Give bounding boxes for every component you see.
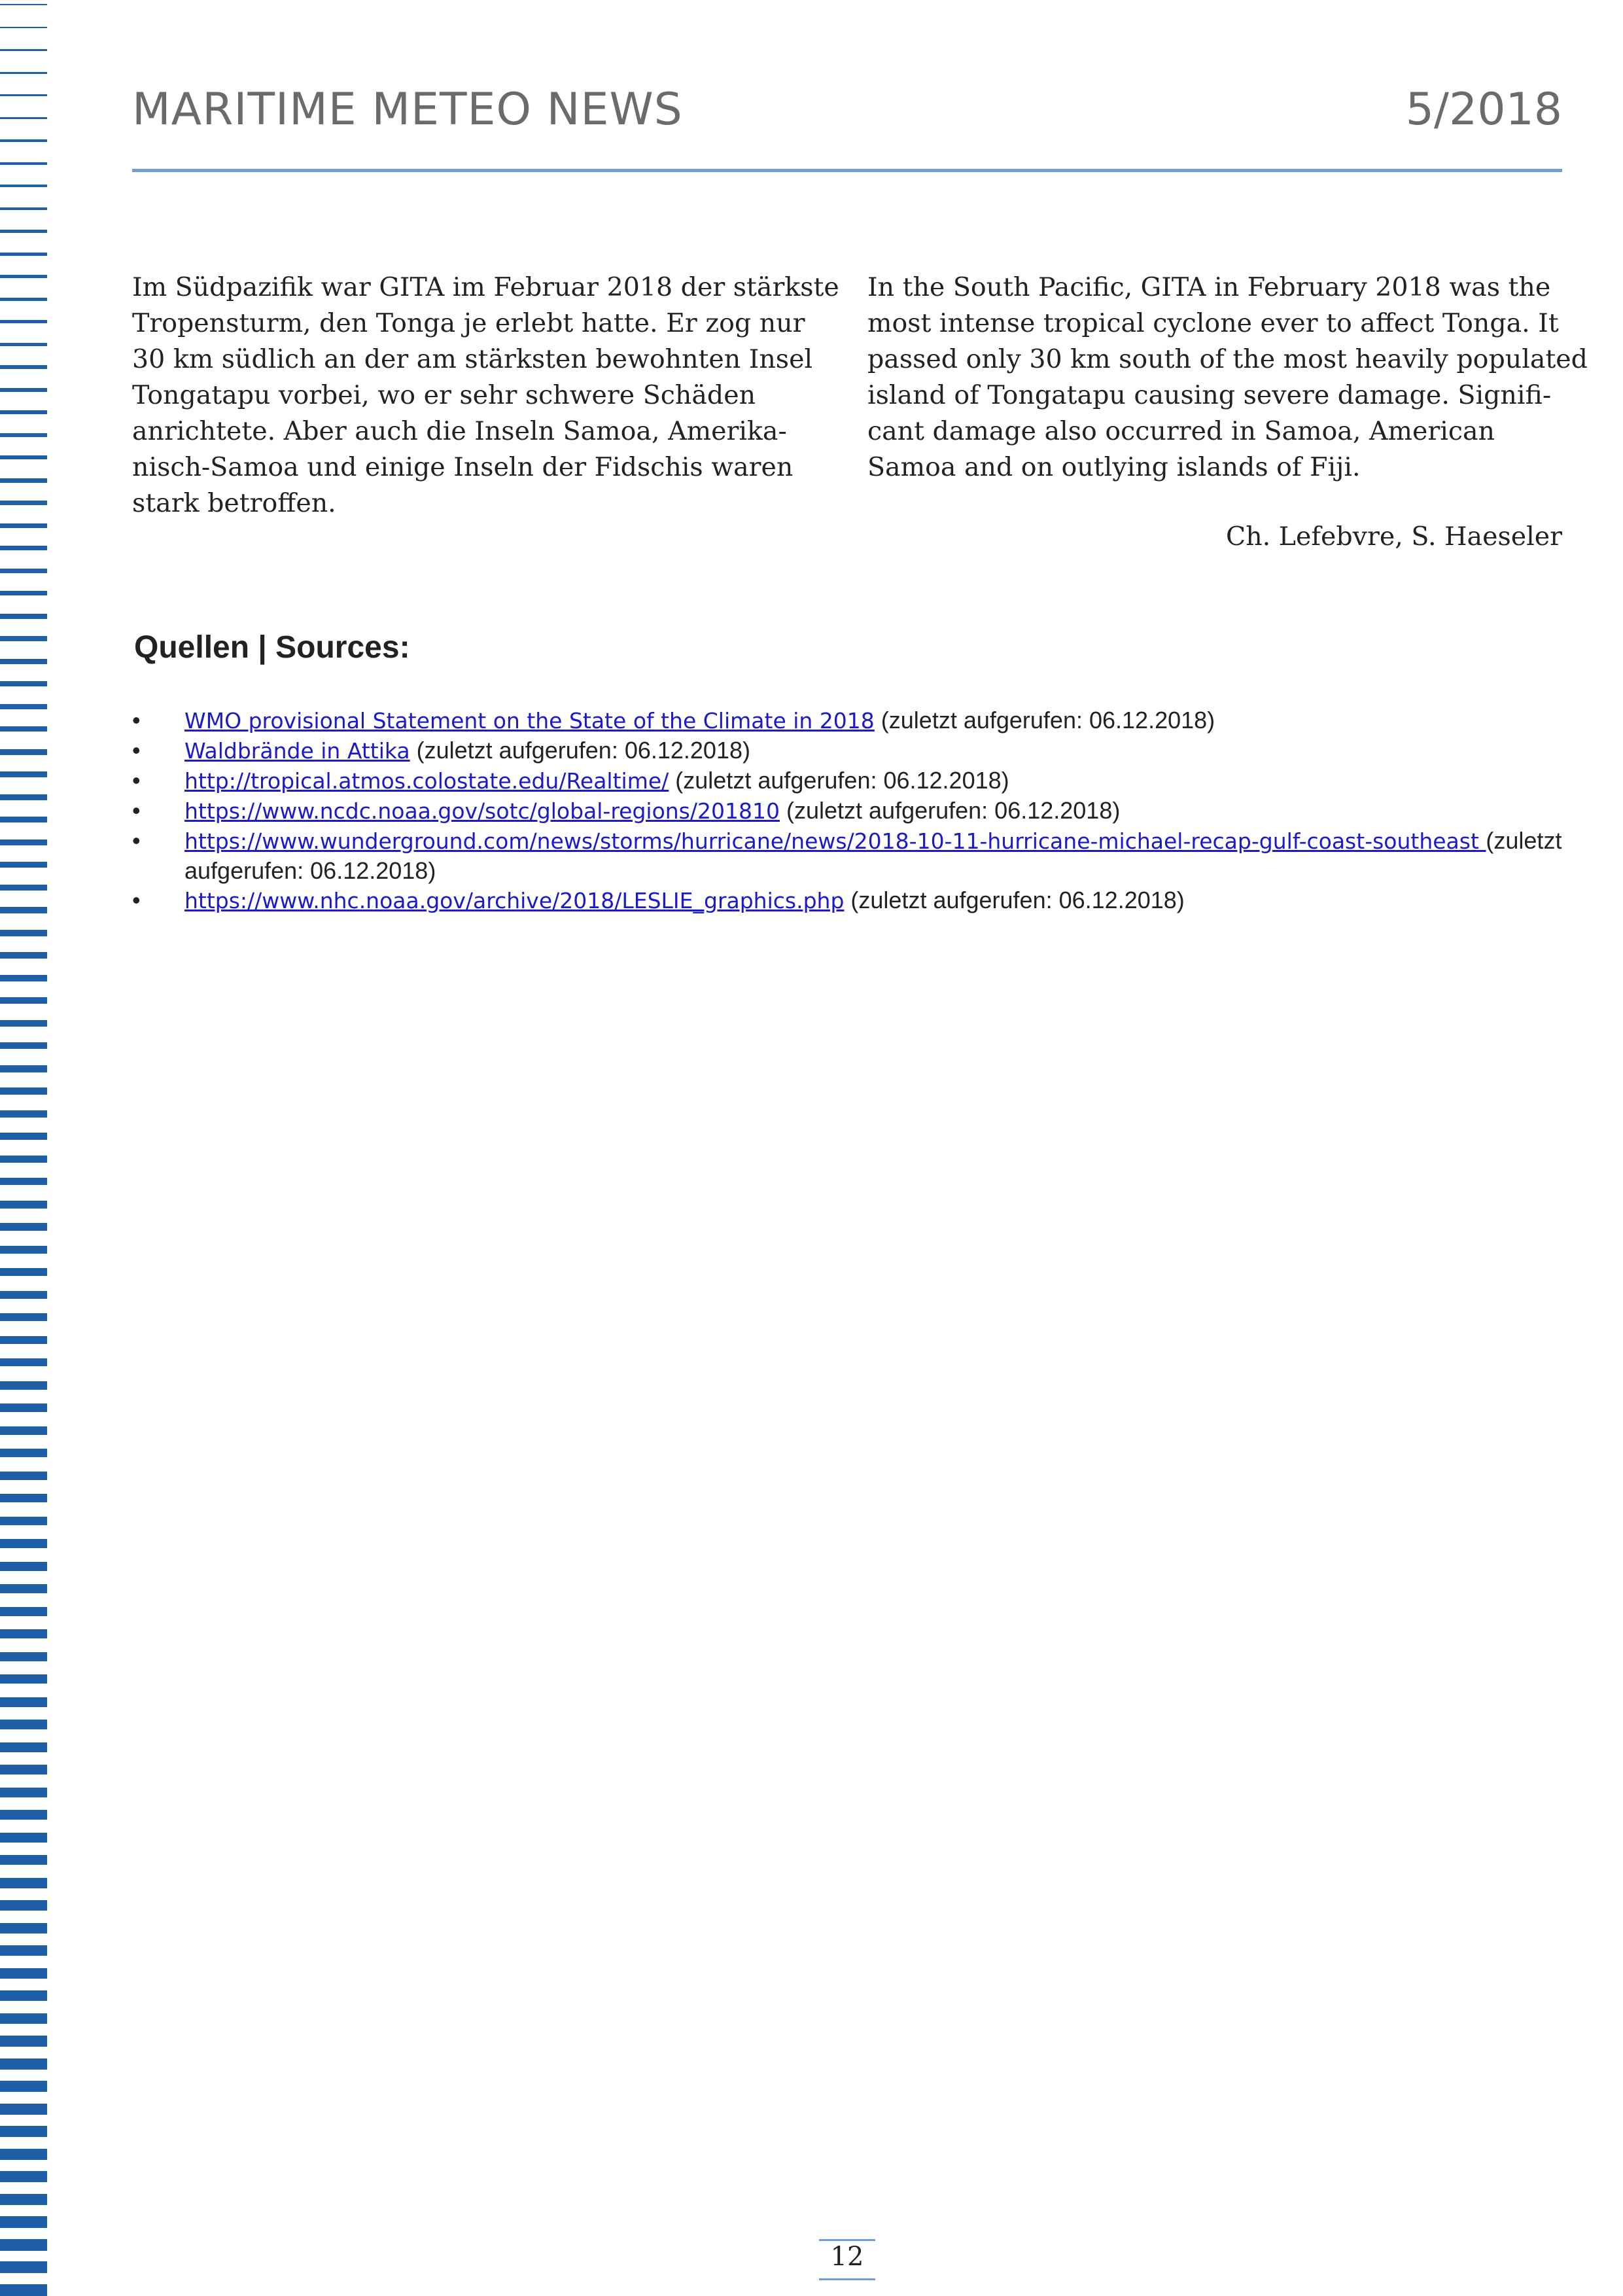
- side-stripe: [0, 1178, 47, 1185]
- side-stripe: [0, 862, 47, 868]
- side-stripe: [0, 2058, 47, 2070]
- side-stripe: [0, 1765, 47, 1775]
- side-stripe: [0, 410, 47, 414]
- side-stripe: [0, 117, 47, 119]
- side-stripe: [0, 2194, 47, 2205]
- source-link[interactable]: https://www.wunderground.com/news/storms/hurricane/news/2018-10-11-hurricane-michael-recap-gulf-coast-southeast: [184, 828, 1486, 854]
- side-stripe: [0, 72, 47, 74]
- side-stripe: [0, 388, 47, 392]
- source-link[interactable]: WMO provisional Statement on the State of the Climate in 2018: [184, 708, 875, 733]
- article-authors: Ch. Lefebvre, S. Haeseler: [1225, 521, 1562, 552]
- side-stripe: [0, 726, 47, 732]
- sources-heading: Quellen | Sources:: [134, 630, 410, 665]
- side-stripe: [0, 2261, 47, 2273]
- side-stripe: [0, 704, 47, 709]
- side-stripe: [0, 1517, 47, 1525]
- side-stripe: [0, 1562, 47, 1571]
- side-stripe: [0, 275, 47, 278]
- side-stripe: [0, 2149, 47, 2160]
- side-stripe: [0, 478, 47, 483]
- text-line: cant damage also occurred in Samoa, American: [867, 416, 1495, 446]
- text-line: Im Südpazifik war GITA im Februar 2018 der stärkste: [132, 272, 839, 302]
- bullet-icon: •: [132, 887, 141, 913]
- side-stripe: [0, 1087, 47, 1095]
- text-line: stark betroffen.: [132, 488, 336, 518]
- side-stripe: [0, 975, 47, 981]
- side-stripe: [0, 1381, 47, 1390]
- side-stripe: [0, 4, 47, 5]
- side-stripe: [0, 230, 47, 233]
- side-stripe: [0, 1945, 47, 1956]
- side-stripe: [0, 1674, 47, 1684]
- side-stripe: [0, 2126, 47, 2137]
- side-stripe: [0, 2171, 47, 2182]
- source-item: [132, 796, 1565, 826]
- side-stripe: [0, 1878, 47, 1888]
- side-stripe: [0, 253, 47, 256]
- side-stripe: [0, 1584, 47, 1593]
- side-stripe: [0, 1291, 47, 1299]
- side-stripe: [0, 1923, 47, 1934]
- side-stripe: [0, 298, 47, 301]
- source-access-note: (zuletzt aufgerufen: 06.12.2018): [786, 797, 1121, 824]
- side-stripe: [0, 1788, 47, 1797]
- source-link[interactable]: https://www.nhc.noaa.gov/archive/2018/LESLIE_graphics.php: [184, 888, 845, 913]
- decorative-side-stripes: [0, 0, 47, 2295]
- side-stripe: [0, 614, 47, 619]
- side-stripe: [0, 49, 47, 51]
- page-number: 12: [830, 2242, 864, 2272]
- side-stripe: [0, 546, 47, 550]
- side-stripe: [0, 1968, 47, 1979]
- source-access-note: (zuletzt aufgerufen: 06.12.2018): [184, 827, 1562, 884]
- text-line: anrichtete. Aber auch die Inseln Samoa, Amerika-: [132, 416, 787, 446]
- side-stripe: [0, 1404, 47, 1412]
- source-item: [132, 705, 1565, 735]
- bullet-icon: •: [132, 767, 141, 794]
- side-stripe: [0, 2013, 47, 2024]
- side-stripe: [0, 1629, 47, 1638]
- bullet-icon: •: [132, 737, 141, 764]
- german-text-column: [132, 270, 839, 521]
- publication-title: MARITIME METEO NEWS: [132, 84, 683, 135]
- source-item: [132, 885, 1565, 915]
- side-stripe: [0, 569, 47, 573]
- issue-number: 5/2018: [1405, 84, 1562, 135]
- source-item: [132, 766, 1565, 796]
- side-stripe: [0, 207, 47, 210]
- side-stripe: [0, 2239, 47, 2251]
- side-stripe: [0, 1833, 47, 1843]
- side-stripe: [0, 771, 47, 777]
- bullet-icon: •: [132, 707, 141, 733]
- text-line: Tongatapu vorbei, wo er sehr schwere Schäden: [132, 380, 756, 410]
- side-stripe: [0, 1426, 47, 1435]
- source-access-note: (zuletzt aufgerufen: 06.12.2018): [850, 887, 1185, 913]
- side-stripe: [0, 2104, 47, 2115]
- side-stripe: [0, 1110, 47, 1118]
- header-divider: [132, 169, 1562, 172]
- side-stripe: [0, 817, 47, 822]
- side-stripe: [0, 2081, 47, 2092]
- side-stripe: [0, 185, 47, 187]
- side-stripe: [0, 952, 47, 959]
- side-stripe: [0, 1268, 47, 1276]
- side-stripe: [0, 1697, 47, 1707]
- side-stripe: [0, 94, 47, 96]
- source-item: [132, 735, 1565, 766]
- page-number-bottom-rule: [819, 2278, 875, 2280]
- side-stripe: [0, 2036, 47, 2047]
- source-link[interactable]: http://tropical.atmos.colostate.edu/Realtime/: [184, 768, 669, 794]
- source-link[interactable]: Waldbrände in Attika: [184, 738, 410, 764]
- side-stripe: [0, 1652, 47, 1661]
- side-stripe: [0, 1900, 47, 1911]
- side-stripe: [0, 839, 47, 845]
- side-stripe: [0, 433, 47, 437]
- side-stripe: [0, 1607, 47, 1616]
- side-stripe: [0, 1156, 47, 1163]
- side-stripe: [0, 930, 47, 936]
- english-text-column: [867, 270, 1588, 486]
- side-stripe: [0, 1246, 47, 1254]
- side-stripe: [0, 1742, 47, 1752]
- text-line: most intense tropical cyclone ever to affect Tonga. It: [867, 308, 1559, 338]
- text-line: island of Tongatapu causing severe damage. Signifi-: [867, 380, 1552, 410]
- text-line: nisch-Samoa und einige Inseln der Fidschis waren: [132, 452, 794, 482]
- side-stripe: [0, 1020, 47, 1027]
- side-stripe: [0, 1065, 47, 1072]
- text-line: passed only 30 km south of the most heavily populated: [867, 344, 1588, 374]
- side-stripe: [0, 320, 47, 323]
- side-stripe: [0, 365, 47, 369]
- side-stripe: [0, 1855, 47, 1865]
- side-stripe: [0, 681, 47, 686]
- side-stripe: [0, 2284, 47, 2296]
- side-stripe: [0, 1223, 47, 1231]
- side-stripe: [0, 794, 47, 800]
- side-stripe: [0, 907, 47, 913]
- source-access-note: (zuletzt aufgerufen: 06.12.2018): [416, 737, 750, 764]
- side-stripe: [0, 1042, 47, 1049]
- side-stripe: [0, 659, 47, 664]
- side-stripe: [0, 27, 47, 28]
- text-line: In the South Pacific, GITA in February 2018 was the: [867, 272, 1551, 302]
- source-link[interactable]: https://www.ncdc.noaa.gov/sotc/global-regions/201810: [184, 798, 780, 824]
- source-access-note: (zuletzt aufgerufen: 06.12.2018): [874, 707, 1215, 733]
- side-stripe: [0, 1990, 47, 2001]
- side-stripe: [0, 523, 47, 528]
- text-line: Samoa and on outlying islands of Fiji.: [867, 452, 1361, 482]
- side-stripe: [0, 1201, 47, 1209]
- side-stripe: [0, 343, 47, 346]
- side-stripe: [0, 1720, 47, 1729]
- side-stripe: [0, 885, 47, 891]
- side-stripe: [0, 1472, 47, 1480]
- text-line: 30 km südlich an der am stärksten bewohnten Insel: [132, 344, 813, 374]
- side-stripe: [0, 1358, 47, 1366]
- side-stripe: [0, 749, 47, 755]
- side-stripe: [0, 997, 47, 1004]
- source-access-note: (zuletzt aufgerufen: 06.12.2018): [675, 767, 1009, 794]
- side-stripe: [0, 139, 47, 142]
- side-stripe: [0, 1336, 47, 1344]
- side-stripe: [0, 1313, 47, 1321]
- side-stripe: [0, 636, 47, 641]
- text-line: Tropensturm, den Tonga je erlebt hatte. Er zog nur: [132, 308, 805, 338]
- side-stripe: [0, 1810, 47, 1820]
- side-stripe: [0, 455, 47, 459]
- side-stripe: [0, 1449, 47, 1457]
- bullet-icon: •: [132, 827, 141, 854]
- bullet-icon: •: [132, 797, 141, 824]
- sources-list: [132, 705, 1565, 915]
- side-stripe: [0, 501, 47, 505]
- side-stripe: [0, 2216, 47, 2228]
- side-stripe: [0, 1133, 47, 1140]
- side-stripe: [0, 591, 47, 595]
- side-stripe: [0, 1539, 47, 1548]
- page-number-top-rule: [819, 2239, 875, 2241]
- side-stripe: [0, 1494, 47, 1502]
- source-item: [132, 826, 1565, 885]
- side-stripe: [0, 162, 47, 165]
